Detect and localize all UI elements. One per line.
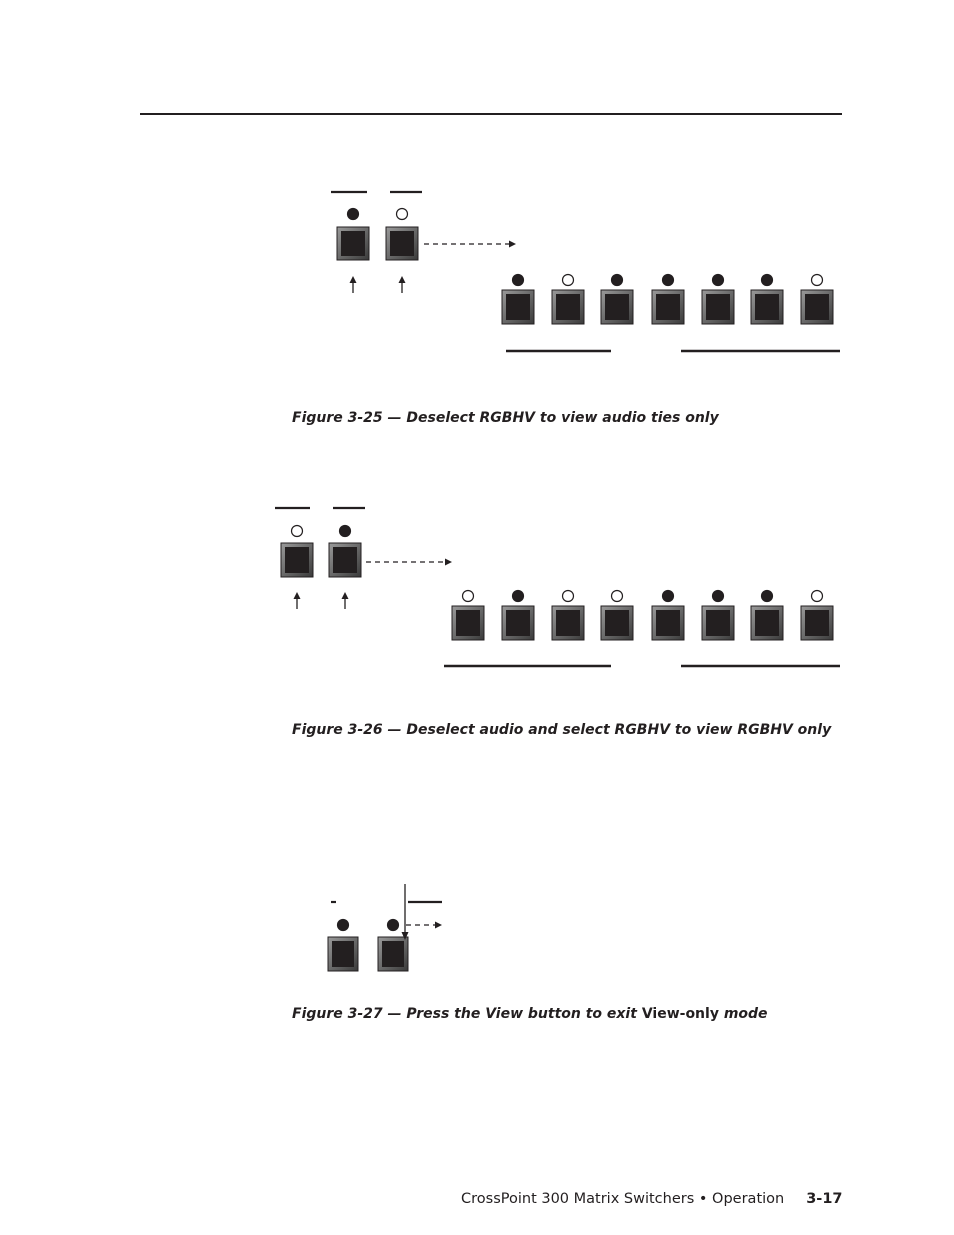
led-unlit [563,275,574,286]
led-lit [348,209,359,220]
dashed-arrow-icon [424,241,516,248]
front-panel-button [552,606,584,640]
up-arrow-icon [342,592,349,609]
led-lit [762,591,773,602]
led-lit [713,275,724,286]
led-unlit [292,526,303,537]
figure-3-27-caption [292,1006,768,1022]
front-panel-button [452,606,484,640]
up-arrow-icon [399,276,406,293]
page-footer [461,1191,843,1207]
led-lit [338,920,349,931]
front-panel-button [702,606,734,640]
led-lit [513,591,524,602]
front-panel-button [652,290,684,324]
led-lit [713,591,724,602]
led-unlit [463,591,474,602]
front-panel-button [502,290,534,324]
led-unlit [563,591,574,602]
front-panel-button [502,606,534,640]
press-arrow-icon [402,884,409,940]
figure-3-26-caption: Figure 3-26 — Deselect audio and select RGBHV to view RGBHV only [292,722,832,738]
front-panel-button [801,606,833,640]
led-unlit [812,591,823,602]
front-panel-button [386,227,418,260]
front-panel-button [801,290,833,324]
up-arrow-icon [350,276,357,293]
led-unlit [397,209,408,220]
front-panel-button [328,937,358,971]
led-lit [340,526,351,537]
front-panel-button [281,543,313,577]
led-lit [762,275,773,286]
page-number: 3-17 [806,1191,843,1207]
front-panel-button [702,290,734,324]
footer-title: CrossPoint 300 Matrix Switchers • Operation [461,1191,785,1207]
dashed-arrow-icon [406,922,442,929]
caption-part-3: mode [718,1006,768,1022]
dashed-arrow-icon [366,559,452,566]
led-lit [388,920,399,931]
front-panel-button [552,290,584,324]
led-lit [663,591,674,602]
front-panel-button [601,606,633,640]
led-lit [612,275,623,286]
caption-view-only: View-only [641,1006,719,1022]
led-lit [513,275,524,286]
led-unlit [612,591,623,602]
front-panel-button [601,290,633,324]
front-panel-button [652,606,684,640]
led-lit [663,275,674,286]
front-panel-button [751,606,783,640]
figure-3-25-caption: Figure 3-25 — Deselect RGBHV to view audio ties only [292,410,719,426]
caption-part-1: Figure 3-27 — Press the View button to exit [292,1006,642,1022]
front-panel-button [337,227,369,260]
front-panel-button [751,290,783,324]
up-arrow-icon [294,592,301,609]
led-unlit [812,275,823,286]
front-panel-button [378,937,408,971]
front-panel-button [329,543,361,577]
